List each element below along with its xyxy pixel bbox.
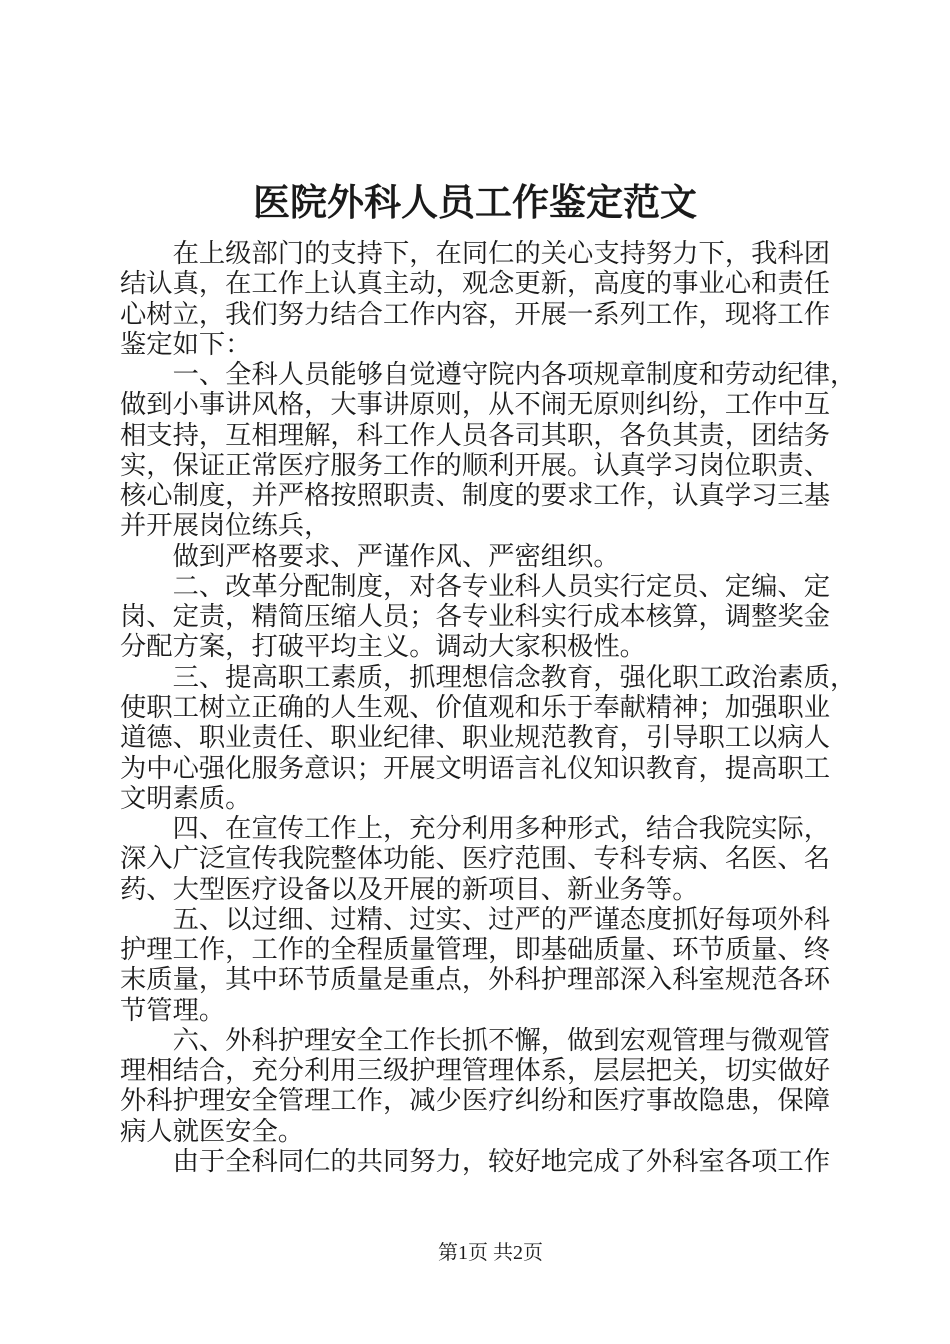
text-line: 一、全科人员能够自觉遵守院内各项规章制度和劳动纪律， [120,360,857,390]
text-line: 使职工树立正确的人生观、价值观和乐于奉献精神；加强职业 [120,692,831,722]
text-line: 并开展岗位练兵， [120,511,331,541]
text-line: 三、提高职工素质，抓理想信念教育，强化职工政治素质， [120,662,857,692]
paragraph [120,239,830,360]
text-line: 鉴定如下： [120,329,252,359]
text-line: 相支持，互相理解，科工作人员各司其职，各负其责，团结务 [120,420,831,450]
paragraph [120,360,857,542]
paragraph [120,1026,830,1147]
text-line: 末质量，其中环节质量是重点，外科护理部深入科室规范各环 [120,965,831,995]
text-line: 文明素质。 [120,783,252,813]
text-line: 核心制度，并严格按照职责、制度的要求工作，认真学习三基 [120,481,831,511]
document-body [120,239,857,1177]
text-line: 道德、职业责任、职业纪律、职业规范教育，引导职工以病人 [120,723,831,753]
text-line: 理相结合，充分利用三级护理管理体系，层层把关，切实做好 [120,1056,831,1086]
text-line: 分配方案，打破平均主义。调动大家积极性。 [120,632,646,662]
text-line: 结认真，在工作上认真主动，观念更新，高度的事业心和责任 [120,269,831,299]
text-line: 在上级部门的支持下，在同仁的关心支持努力下，我科团 [120,239,831,268]
paragraph [120,905,830,1026]
text-line: 深入广泛宣传我院整体功能、医疗范围、专科专病、名医、名 [120,844,831,874]
page-footer [438,1240,543,1266]
text-line: 五、以过细、过精、过实、过严的严谨态度抓好每项外科 [120,904,831,934]
paragraph [120,542,830,572]
text-line: 病人就医安全。 [120,1116,305,1146]
text-line: 二、改革分配制度，对各专业科人员实行定员、定编、定 [120,571,831,601]
text-line: 由于全科同仁的共同努力，较好地完成了外科室各项工作 [120,1146,831,1176]
text-line: 护理工作，工作的全程质量管理，即基础质量、环节质量、终 [120,935,831,965]
paragraph [120,662,857,814]
paragraph [120,1147,830,1177]
text-line: 节管理。 [120,995,226,1025]
text-line: 做到小事讲风格，大事讲原则，从不闹无原则纠纷，工作中互 [120,390,831,420]
paragraph [120,814,830,905]
text-line: 六、外科护理安全工作长抓不懈，做到宏观管理与微观管 [120,1025,831,1055]
text-line: 外科护理安全管理工作，减少医疗纠纷和医疗事故隐患，保障 [120,1086,831,1116]
document-title: 医院外科人员工作鉴定范文 [253,183,697,224]
text-line: 心树立，我们努力结合工作内容，开展一系列工作，现将工作 [120,299,831,329]
text-line: 做到严格要求、严谨作风、严密组织。 [120,541,620,571]
text-line: 四、在宣传工作上，充分利用多种形式，结合我院实际， [120,814,831,844]
text-line: 实，保证正常医疗服务工作的顺利开展。认真学习岗位职责、 [120,450,831,480]
text-line: 为中心强化服务意识；开展文明语言礼仪知识教育，提高职工 [120,753,831,783]
page-number-indicator: 第1页 共2页 [438,1242,543,1264]
text-line: 药、大型医疗设备以及开展的新项目、新业务等。 [120,874,699,904]
text-line: 岗、定责，精简压缩人员；各专业科实行成本核算，调整奖金 [120,602,831,632]
paragraph [120,572,830,663]
